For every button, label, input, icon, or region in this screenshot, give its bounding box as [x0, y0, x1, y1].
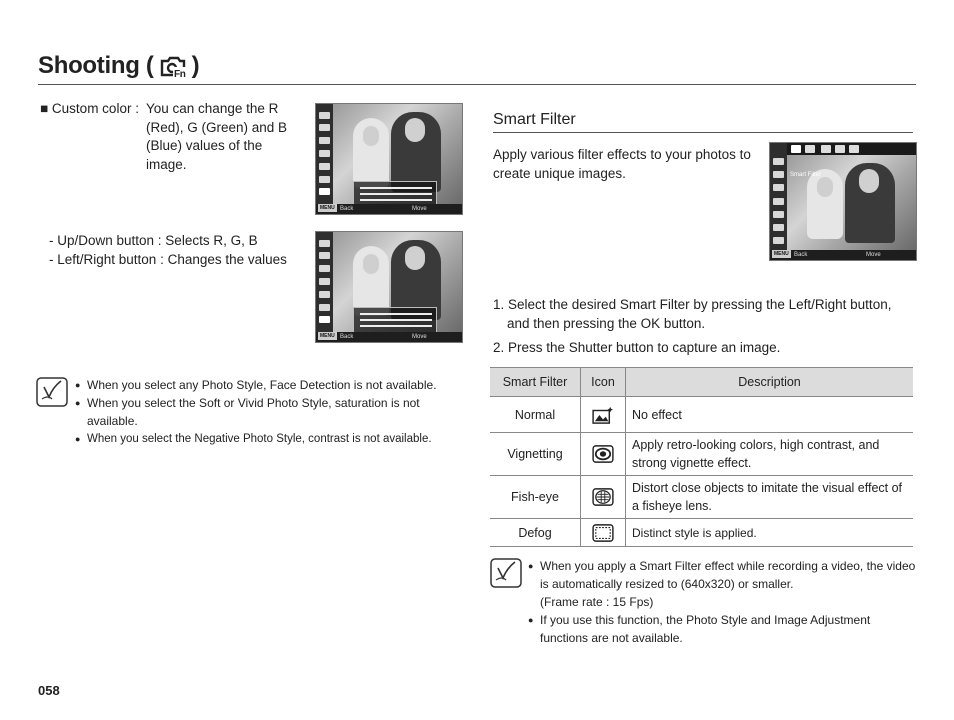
note-item: ● If you use this function, the Photo Style and Image Adjustment functions are not available.	[540, 611, 916, 647]
back-label: Back	[340, 334, 354, 340]
note-icon	[490, 558, 522, 588]
leftright-note: - Left/Right button : Changes the values	[49, 252, 287, 267]
title-suffix: )	[191, 52, 200, 79]
note-item: (Frame rate : 15 Fps)	[540, 595, 654, 609]
note-item: ● When you apply a Smart Filter effect while recording a video, the video is automatically resized to (640x320) or smaller.	[540, 557, 916, 593]
table-row	[490, 433, 913, 476]
custom-color-desc: You can change the R (Red), G (Green) and B (Blue) values of the image.	[146, 101, 288, 172]
smart-filter-label: Smart Filter	[790, 172, 822, 178]
note-item: ● When you select the Soft or Vivid Photo Style, saturation is not available.	[87, 394, 467, 430]
title-text: Shooting (	[38, 52, 154, 79]
custom-color-label	[40, 100, 139, 119]
page-number: 058	[38, 683, 60, 698]
filter-name: Vignetting	[490, 433, 581, 476]
camera-screen-custom-color-2	[315, 231, 463, 343]
filter-description: No effect	[626, 397, 914, 433]
move-label: Move	[412, 206, 427, 212]
menu-icon-column	[316, 104, 333, 204]
section-divider	[493, 132, 913, 133]
square-bullet: ■	[40, 101, 49, 116]
filter-icon-cell	[581, 397, 626, 433]
menu-key-label: MENU	[320, 333, 335, 339]
note-item: ● When you select any Photo Style, Face Detection is not available.	[87, 376, 467, 394]
smart-filter-heading: Smart Filter	[493, 111, 576, 128]
custom-color-term: Custom color :	[51, 101, 139, 116]
filter-name: Normal	[490, 397, 581, 433]
filter-name: Fish-eye	[490, 476, 581, 519]
table-row	[490, 476, 913, 519]
table-header-row	[490, 368, 913, 397]
smart-filter-table	[490, 367, 913, 547]
vignetting-icon	[592, 445, 614, 463]
back-label: Back	[340, 206, 354, 212]
column-header: Icon	[581, 368, 626, 397]
left-notes	[87, 376, 467, 448]
table-row	[490, 519, 913, 547]
svg-text:Fn: Fn	[173, 69, 186, 79]
camera-fn-icon	[158, 53, 188, 79]
lcd-status-bar	[316, 332, 462, 342]
lcd-status-bar	[316, 204, 462, 214]
menu-icon-column	[770, 143, 787, 250]
filter-icon-cell	[581, 519, 626, 547]
move-label: Move	[866, 252, 881, 258]
column-header: Description	[626, 368, 914, 397]
filter-icon-strip	[787, 143, 916, 155]
page-title	[38, 52, 199, 80]
updown-note: - Up/Down button : Selects R, G, B	[49, 233, 258, 248]
filter-description: Distinct style is applied.	[626, 519, 914, 547]
note-icon	[36, 377, 68, 407]
filter-name: Defog	[490, 519, 581, 547]
normal-filter-icon	[592, 406, 614, 424]
step-1-text: 1. Select the desired Smart Filter by pressing the Left/Right button, and then pressing the OK button.	[493, 297, 892, 331]
column-header: Smart Filter	[490, 368, 581, 397]
filter-description: Apply retro-looking colors, high contrast, and strong vignette effect.	[626, 433, 914, 476]
lcd-status-bar	[770, 250, 916, 260]
smart-filter-intro: Apply various filter effects to your photos to create unique images.	[493, 147, 751, 181]
move-label: Move	[412, 334, 427, 340]
step-1	[493, 296, 913, 333]
camera-screen-custom-color-1	[315, 103, 463, 215]
filter-description: Distort close objects to imitate the visual effect of a fisheye lens.	[626, 476, 914, 519]
camera-screen-smart-filter	[769, 142, 917, 261]
back-label: Back	[794, 252, 808, 258]
sample-photo	[787, 155, 916, 250]
menu-key-label: MENU	[774, 251, 789, 257]
defog-icon	[592, 524, 614, 542]
filter-icon-cell	[581, 476, 626, 519]
title-divider	[38, 84, 916, 85]
smart-filter-notes	[540, 557, 916, 647]
table-row	[490, 397, 913, 433]
menu-icon-column	[316, 232, 333, 332]
fisheye-icon	[592, 488, 614, 506]
filter-icon-cell	[581, 433, 626, 476]
note-item: ● When you select the Negative Photo Style, contrast is not available.	[87, 430, 467, 448]
rgb-slider-panel	[353, 307, 437, 334]
step-2: 2. Press the Shutter button to capture an image.	[493, 340, 781, 355]
menu-key-label: MENU	[320, 205, 335, 211]
